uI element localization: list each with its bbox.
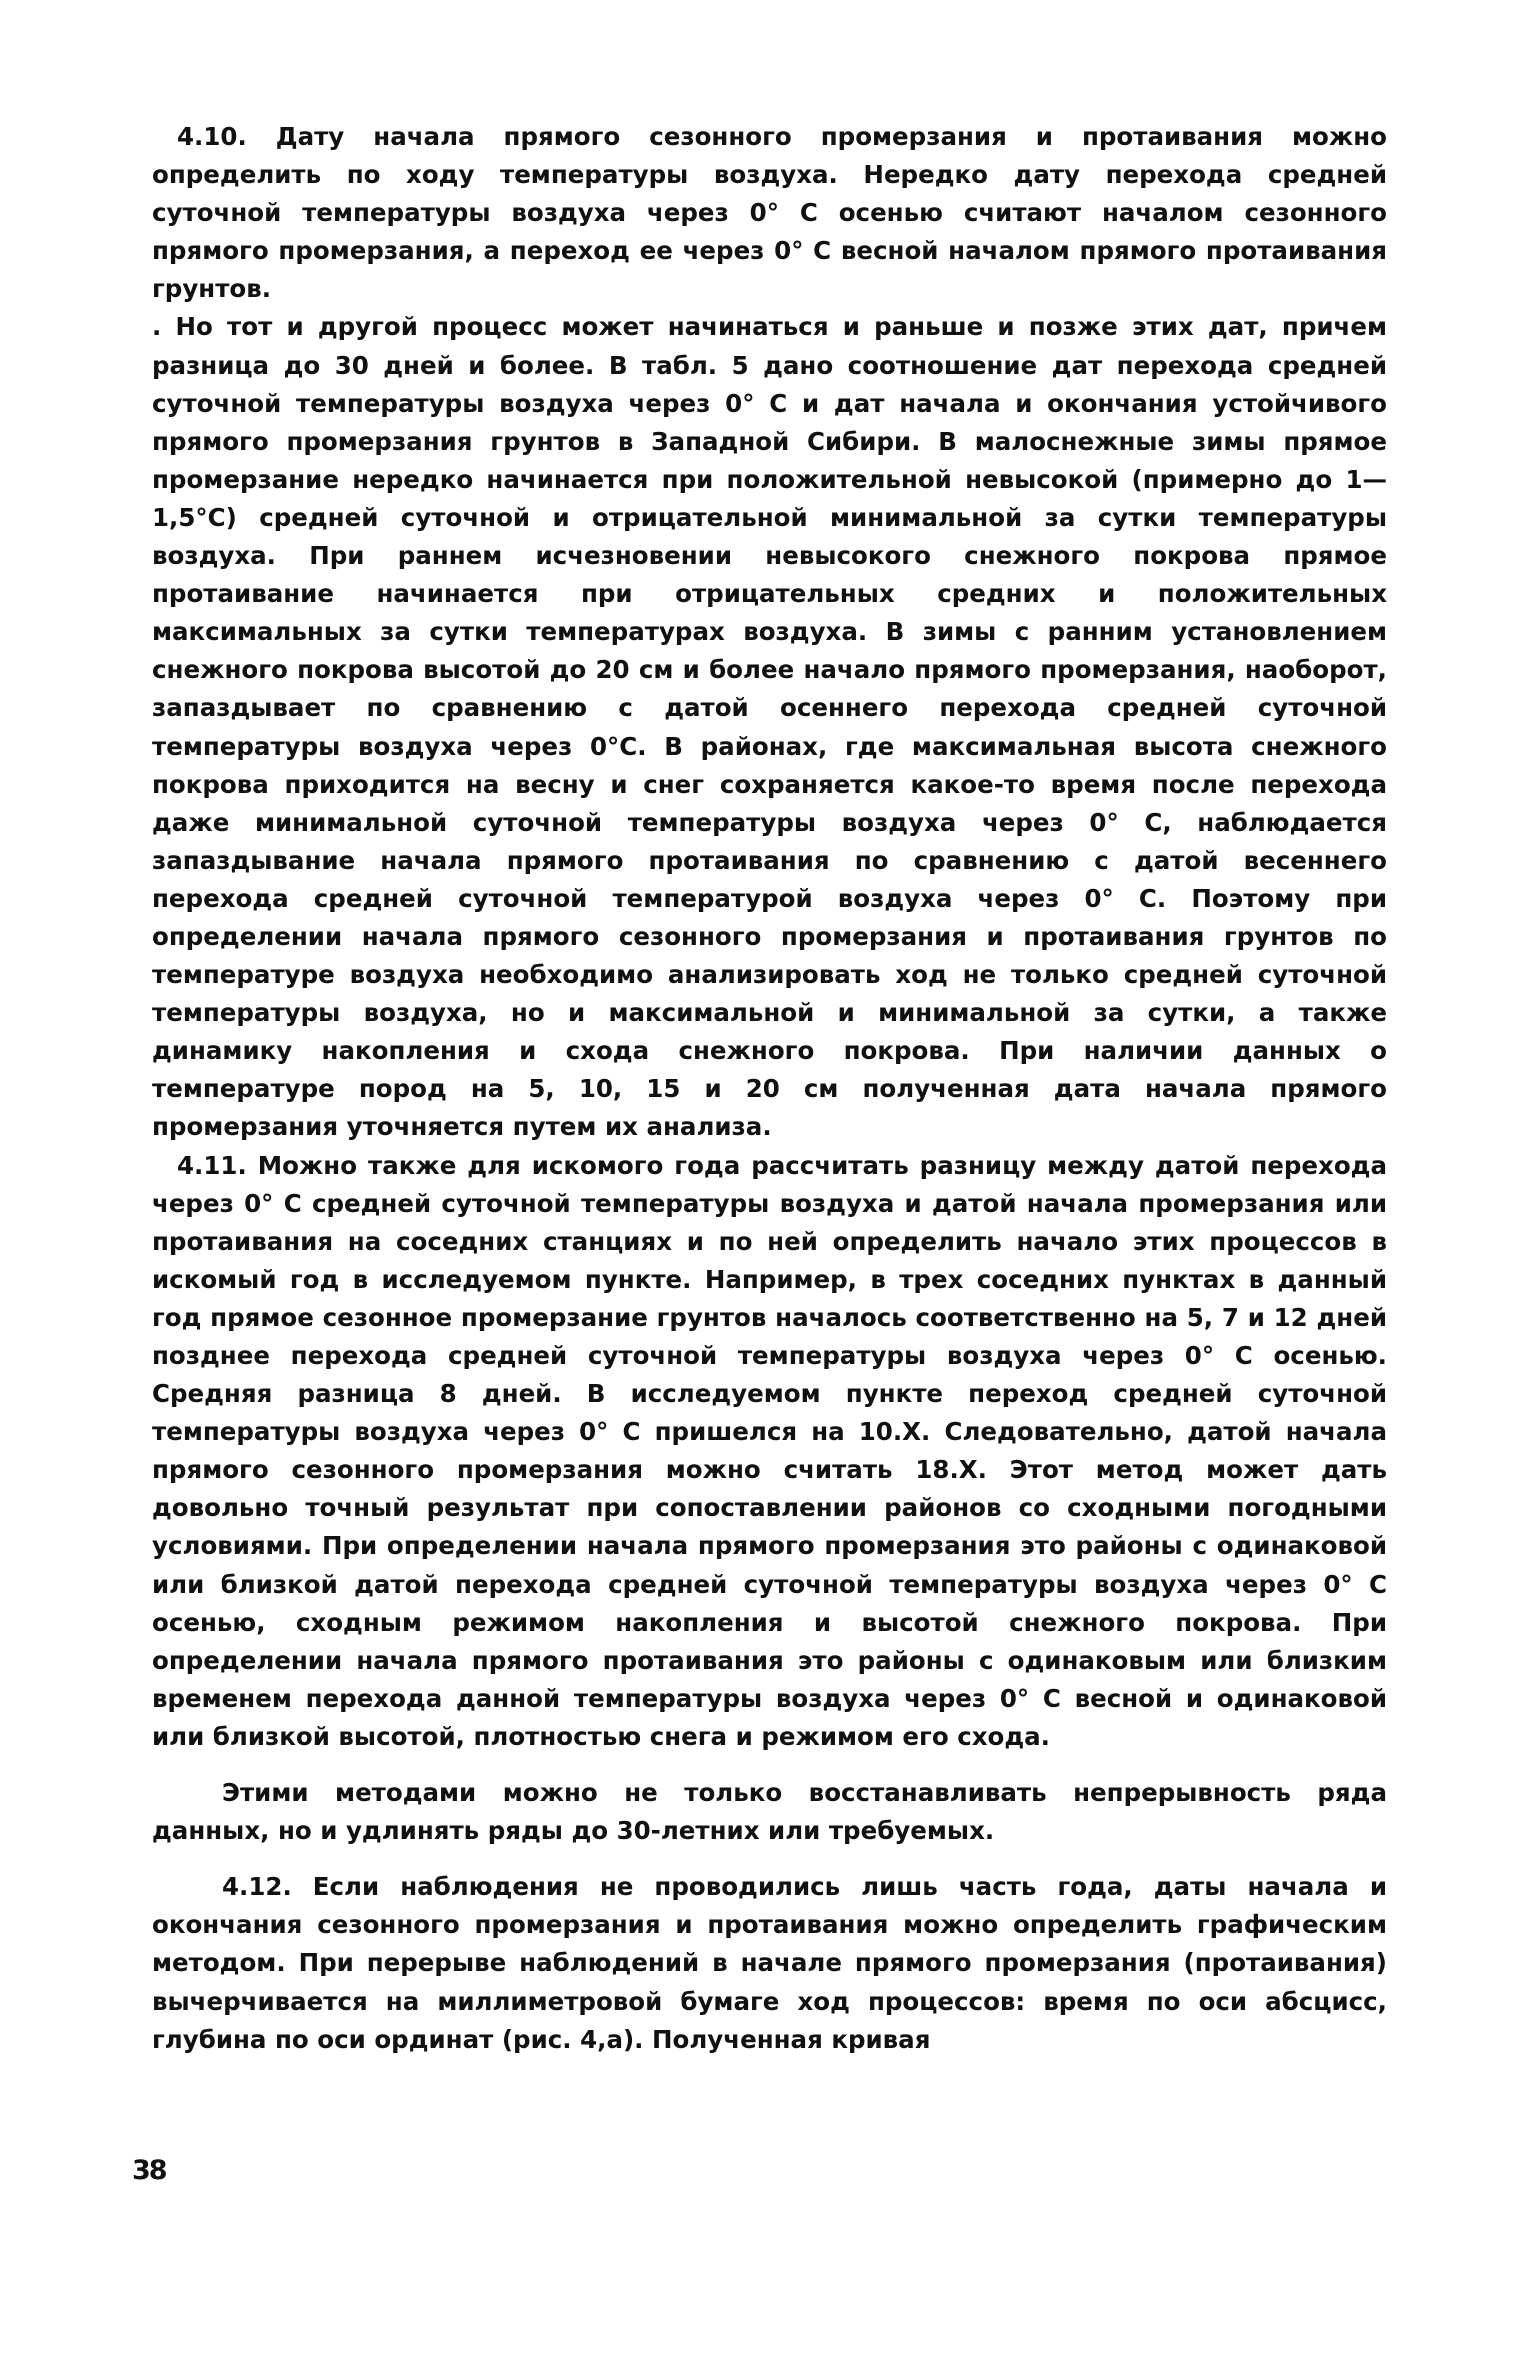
paragraph-continuation: . Но тот и другой процесс может начинаться и раньше и позже этих дат, причем разница до 30 дней и более. В табл. 5 дано соотношение дат перехода средней суточной температуры воздуха через 0° С и дат начала и окончания устойчивого прямого промерзания грунтов в Западной Сибири. В малоснежные зимы прямое промерзание нередко начинается при положительной невысокой (примерно до 1—1,5°С) средней суточной и отрицательной минимальной за сутки температуры воздуха. При раннем исчезновении невысокого снежного покрова прямое протаивание начинается при отрицательных средних и положительных максимальных за сутки температурах воздуха. В зимы с ранним установлением снежного покрова высотой до 20 см и более начало прямого промерзания, наоборот, запаздывает по сравнению с датой осеннего перехода средней суточной температуры воздуха через 0°С. В районах, где максимальная высота снежного покрова приходится на весну и снег сохраняется какое-то время после перехода даже минимальной суточной температуры воздуха через 0° С, наблюдается запаздывание начала прямого протаивания по сравнению с датой весеннего перехода средней суточной температурой воздуха через 0° С. Поэтому при определении начала прямого сезонного промерзания и протаивания грунтов по температуре воздуха необходимо анализировать ход не только средней суточной температуры воздуха, но и максимальной и минимальной за сутки, а также динамику накопления и схода снежного покрова. При наличии данных о температуре пород на 5, 10, 15 и 20 см полученная дата начала прямого промерзания уточняется путем их анализа. — [152, 312, 1387, 1142]
paragraph-methods-note: Этими методами можно не только восстанавливать непрерывность ряда данных, но и удлинять ряды до 30-летних или требуемых. — [152, 1778, 1387, 1846]
paragraph-4-11: 4.11. Можно также для искомого года рассчитать разницу между датой перехода через 0° С средней суточной температуры воздуха и датой начала промерзания или протаивания на соседних станциях и по ней определить начало этих процессов в искомый год в исследуемом пункте. Например, в трех соседних пунктах в данный год прямое сезонное промерзание грунтов началось соответственно на 5, 7 и 12 дней позднее перехода средней суточной температуры воздуха через 0° С осенью. Средняя разница 8 дней. В исследуемом пункте переход средней суточной температуры воздуха через 0° С пришелся на 10.X. Следовательно, датой начала прямого сезонного промерзания можно считать 18.X. Этот метод может дать довольно точный результат при сопоставлении районов со сходными погодными условиями. При определении начала прямого промерзания это районы с одинаковой или близкой датой перехода средней суточной температуры воздуха через 0° С осенью, сходным режимом накопления и высотой снежного покрова. При определении начала прямого протаивания это районы с одинаковым или близким временем перехода данной температуры воздуха через 0° С весной и одинаковой или близкой высотой, плотностью снега и режимом его схода. — [152, 1150, 1387, 1751]
paragraph-4-10: 4.10. Дату начала прямого сезонного промерзания и протаивания можно определить по ходу температуры воздуха. Нередко дату перехода средней суточной температуры воздуха через 0° С осенью считают началом сезонного прямого промерзания, а переход ее через 0° С весной началом прямого протаивания грунтов. — [152, 122, 1387, 304]
paragraph-4-12: 4.12. Если наблюдения не проводились лишь часть года, даты начала и окончания сезонного промерзания и протаивания можно определить графическим методом. При перерыве наблюдений в начале прямого промерзания (протаивания) вычерчивается на миллиметровой бумаге ход процессов: время по оси абсцисс, глубина по оси ординат (рис. 4,а). Полученная кривая — [152, 1872, 1387, 2054]
page-body — [152, 118, 1387, 2059]
page-number: 38 — [132, 2155, 166, 2186]
